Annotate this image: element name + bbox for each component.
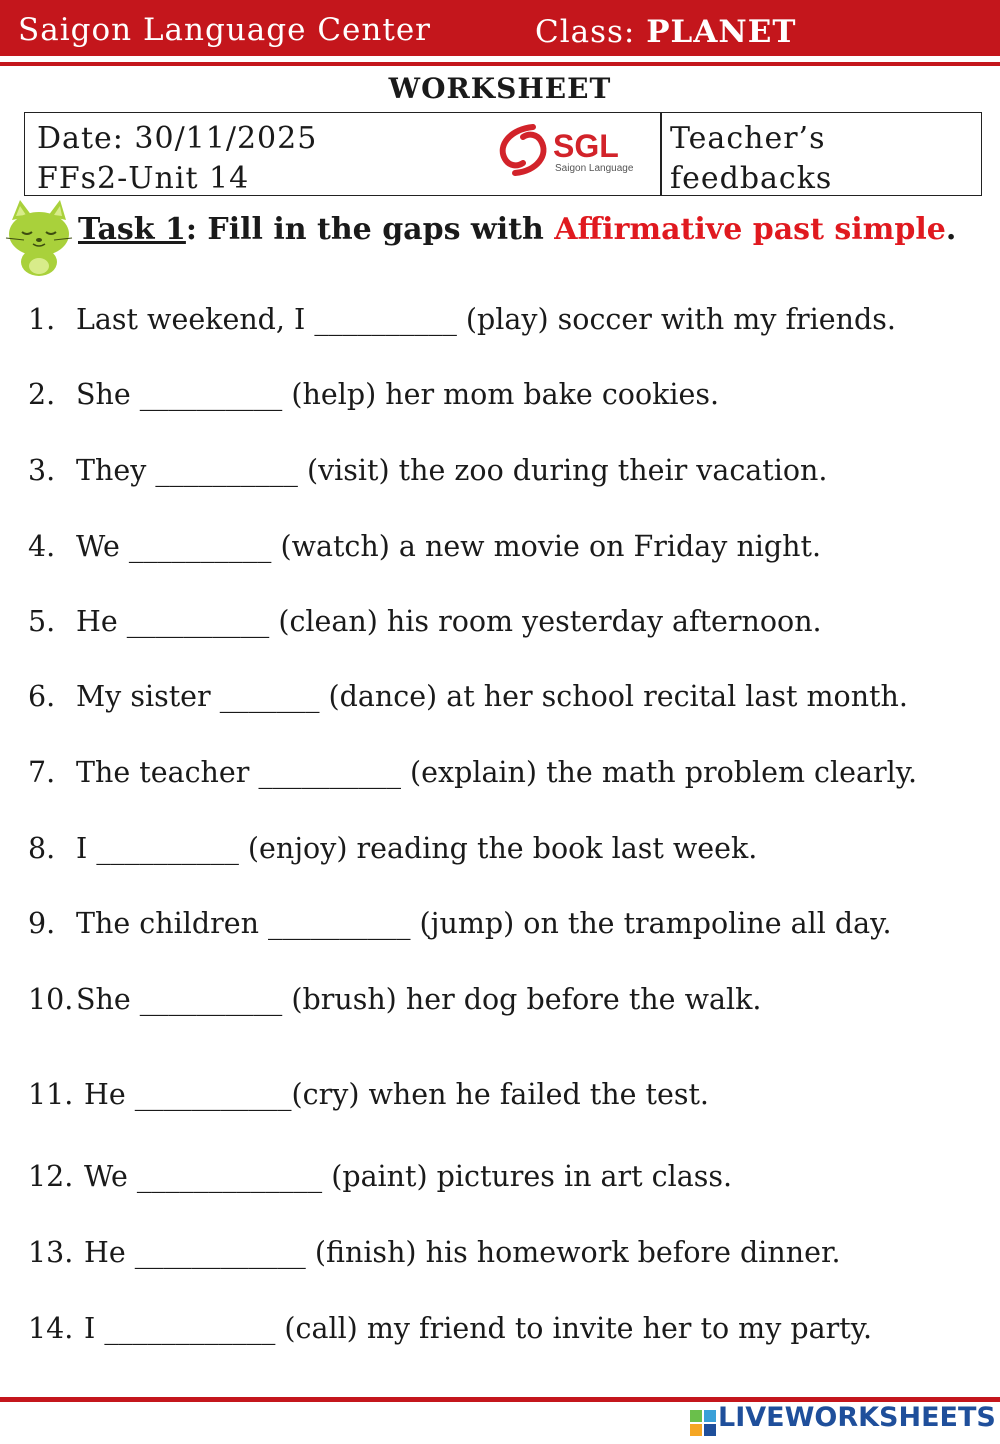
unit-text: FFs2-Unit 14 xyxy=(37,161,250,196)
question-3[interactable] xyxy=(28,454,827,487)
info-left xyxy=(37,119,317,199)
feedback-area xyxy=(670,119,832,199)
question-number: 5. xyxy=(28,605,56,638)
question-9[interactable] xyxy=(28,907,892,940)
question-8[interactable] xyxy=(28,832,757,865)
question-number: 13. xyxy=(28,1236,74,1269)
question-number: 1. xyxy=(28,303,56,336)
task-instruction: : Fill in the gaps with xyxy=(185,212,555,247)
class-label: Class: xyxy=(535,14,636,50)
question-number: 7. xyxy=(28,756,56,789)
worksheet-title: WORKSHEET xyxy=(388,72,612,105)
info-divider xyxy=(660,113,662,195)
cat-mascot-icon xyxy=(0,198,78,276)
school-name: Saigon Language Center xyxy=(18,12,431,48)
question-2[interactable] xyxy=(28,378,719,411)
question-text: We _____________ (paint) pictures in art class. xyxy=(84,1160,732,1193)
question-number: 2. xyxy=(28,378,56,411)
question-text: I ____________ (call) my friend to invite her to my party. xyxy=(84,1312,873,1345)
feedback-label-line1: Teacher’s xyxy=(670,121,826,156)
question-text: He __________ (clean) his room yesterday afternoon. xyxy=(76,605,822,638)
logo-text: SGL xyxy=(553,128,619,164)
question-number: 9. xyxy=(28,907,56,940)
header-divider xyxy=(0,62,1000,66)
date-text: Date: 30/11/2025 xyxy=(37,121,318,156)
question-number: 4. xyxy=(28,530,56,563)
question-6[interactable] xyxy=(28,680,908,713)
question-text: We __________ (watch) a new movie on Friday night. xyxy=(76,530,822,563)
question-11[interactable] xyxy=(28,1078,709,1111)
question-text: He ___________(cry) when he failed the test. xyxy=(84,1078,709,1111)
question-text: Last weekend, I __________ (play) soccer with my friends. xyxy=(76,303,896,336)
question-text: I __________ (enjoy) reading the book last week. xyxy=(76,832,758,865)
question-number: 6. xyxy=(28,680,56,713)
liveworksheets-text: LIVEWORKSHEETS xyxy=(718,1402,996,1433)
footer-brand[interactable] xyxy=(690,1402,996,1440)
question-text: He ____________ (finish) his homework before dinner. xyxy=(84,1236,841,1269)
question-number: 8. xyxy=(28,832,56,865)
question-12[interactable] xyxy=(28,1160,732,1193)
question-5[interactable] xyxy=(28,605,822,638)
question-text: The teacher __________ (explain) the math problem clearly. xyxy=(76,756,918,789)
question-1[interactable] xyxy=(28,303,896,336)
class-name: PLANET xyxy=(646,14,797,50)
task-title xyxy=(78,212,956,247)
task-label: Task 1 xyxy=(78,212,186,247)
question-text: The children __________ (jump) on the trampoline all day. xyxy=(76,907,892,940)
question-text: My sister _______ (dance) at her school recital last month. xyxy=(76,680,908,713)
question-text: They __________ (visit) the zoo during their vacation. xyxy=(76,454,828,487)
question-number: 3. xyxy=(28,454,56,487)
logo-subtext: Saigon Language xyxy=(555,163,634,174)
sgl-logo xyxy=(493,119,645,181)
question-number: 12. xyxy=(28,1160,74,1193)
feedback-label-line2: feedbacks xyxy=(670,161,833,196)
question-number: 10. xyxy=(28,983,74,1016)
task-highlight: Affirmative past simple xyxy=(554,212,946,247)
question-7[interactable] xyxy=(28,756,917,789)
class-info xyxy=(535,14,796,50)
question-text: She __________ (help) her mom bake cookies. xyxy=(76,378,720,411)
question-number: 14. xyxy=(28,1312,74,1345)
question-10[interactable] xyxy=(28,983,761,1016)
liveworksheets-logo-icon xyxy=(690,1410,716,1436)
question-text: She __________ (brush) her dog before the walk. xyxy=(76,983,762,1016)
task-end: . xyxy=(945,212,957,247)
question-13[interactable] xyxy=(28,1236,841,1269)
question-4[interactable] xyxy=(28,530,821,563)
question-number: 11. xyxy=(28,1078,74,1111)
question-14[interactable] xyxy=(28,1312,872,1345)
info-box xyxy=(24,112,982,196)
